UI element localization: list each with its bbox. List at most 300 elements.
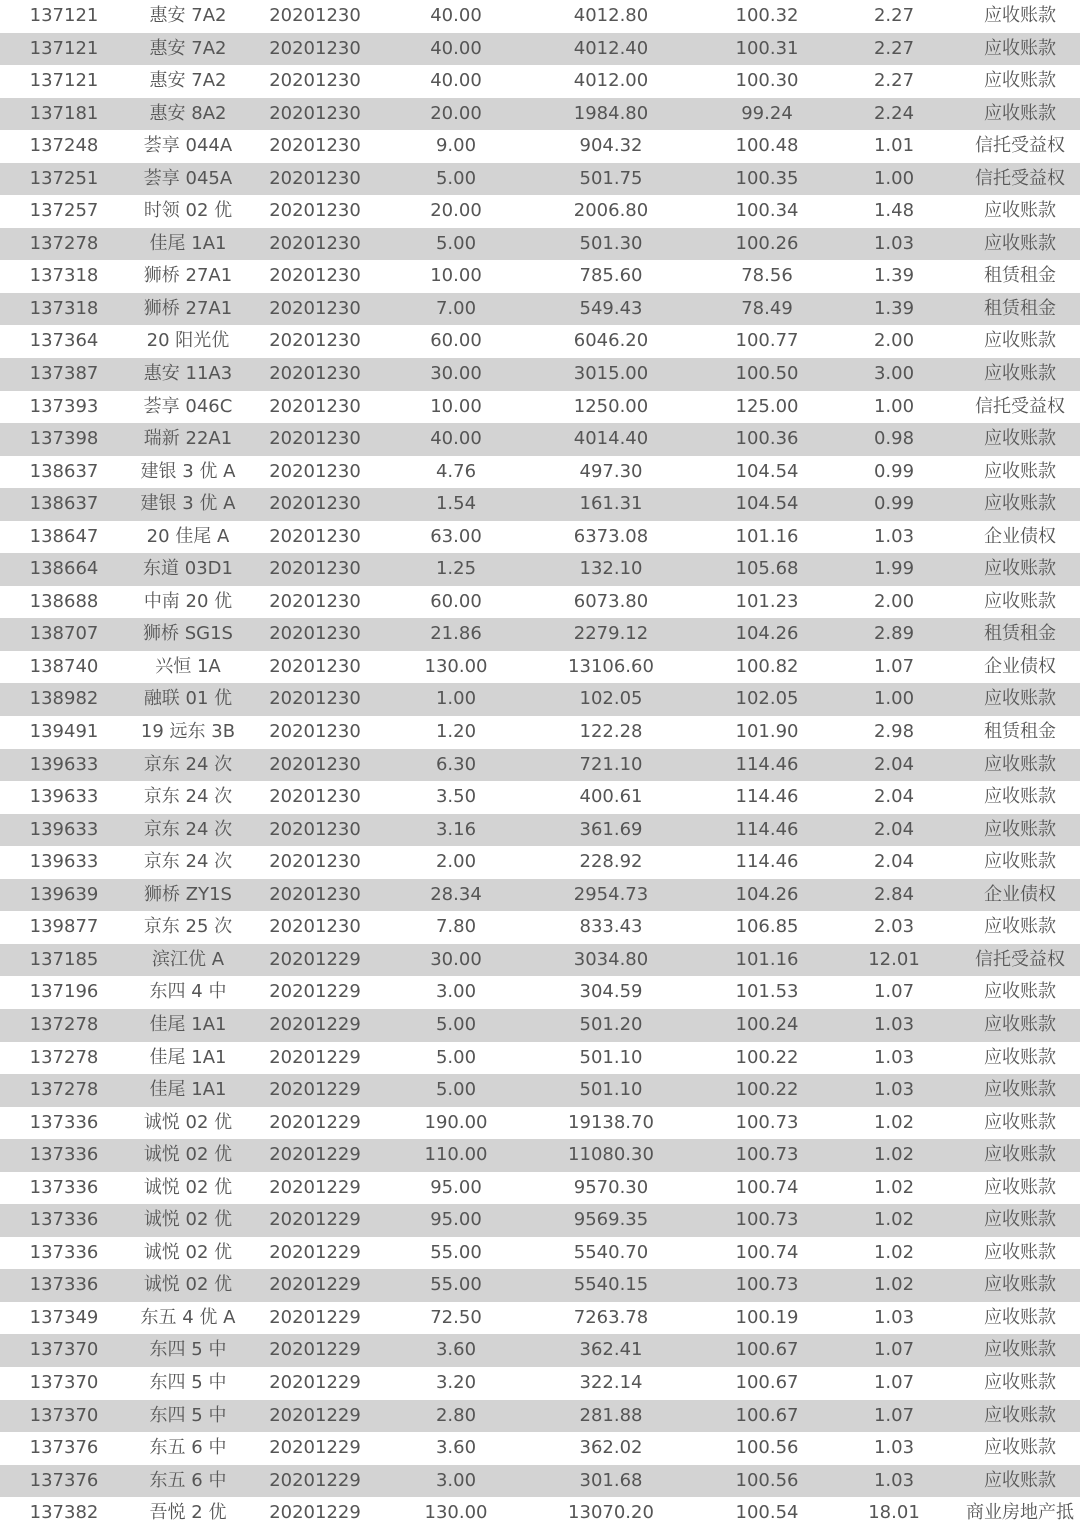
table-row: [0, 358, 1080, 391]
cell-date: 20201229: [269, 1371, 361, 1393]
cell-asset-type: 应收账款: [984, 1437, 1056, 1459]
cell-amount: 13070.20: [568, 1502, 654, 1524]
cell-asset-type: 应收账款: [984, 590, 1056, 612]
cell-price: 100.19: [735, 1306, 799, 1328]
cell-volume: 30.00: [430, 363, 482, 385]
cell-asset-type: 企业债权: [984, 655, 1056, 677]
table-row: [0, 1237, 1080, 1270]
cell-name: 东四 4 中: [149, 981, 227, 1003]
cell-amount: 102.05: [579, 688, 643, 710]
cell-amount: 11080.30: [568, 1144, 654, 1166]
cell-code: 137376: [29, 1437, 99, 1459]
cell-asset-type: 应收账款: [984, 493, 1056, 515]
cell-asset-type: 信托受益权: [975, 395, 1065, 417]
cell-amount: 4014.40: [573, 428, 649, 450]
cell-volume: 9.00: [435, 135, 477, 157]
cell-volume: 40.00: [430, 37, 482, 59]
cell-date: 20201230: [269, 851, 361, 873]
cell-date: 20201229: [269, 1437, 361, 1459]
cell-date: 20201230: [269, 428, 361, 450]
cell-date: 20201230: [269, 460, 361, 482]
cell-code: 137251: [29, 167, 99, 189]
cell-asset-type: 企业债权: [984, 883, 1056, 905]
cell-name: 诚悦 02 优: [143, 1144, 233, 1166]
cell-amount: 2279.12: [573, 623, 649, 645]
cell-price: 102.05: [735, 688, 799, 710]
cell-price: 100.73: [735, 1274, 799, 1296]
cell-amount: 4012.00: [573, 70, 649, 92]
cell-term: 1.00: [873, 688, 915, 710]
cell-asset-type: 租赁租金: [984, 721, 1056, 743]
cell-price: 100.50: [735, 363, 799, 385]
cell-name: 东道 03D1: [143, 558, 233, 580]
cell-volume: 7.80: [435, 916, 477, 938]
cell-asset-type: 应收账款: [984, 1469, 1056, 1491]
cell-date: 20201229: [269, 1111, 361, 1133]
cell-volume: 6.30: [435, 753, 477, 775]
cell-term: 1.03: [873, 1013, 915, 1035]
cell-asset-type: 应收账款: [984, 558, 1056, 580]
cell-price: 100.77: [735, 330, 799, 352]
cell-code: 137382: [29, 1502, 99, 1524]
cell-price: 100.26: [735, 232, 799, 254]
cell-amount: 281.88: [579, 1404, 643, 1426]
cell-term: 18.01: [868, 1502, 920, 1524]
table-row: [0, 944, 1080, 977]
cell-asset-type: 应收账款: [984, 688, 1056, 710]
cell-amount: 5540.70: [573, 1241, 649, 1263]
cell-asset-type: 应收账款: [984, 102, 1056, 124]
cell-term: 1.02: [873, 1176, 915, 1198]
cell-term: 1.39: [873, 265, 915, 287]
cell-price: 114.46: [735, 818, 799, 840]
cell-code: 137278: [29, 1013, 99, 1035]
cell-date: 20201230: [269, 5, 361, 26]
cell-date: 20201230: [269, 102, 361, 124]
cell-asset-type: 商业房地产抵: [966, 1502, 1074, 1524]
cell-name: 东五 6 中: [149, 1469, 227, 1491]
cell-name: 诚悦 02 优: [143, 1241, 233, 1263]
cell-price: 104.54: [735, 493, 799, 515]
cell-code: 138707: [29, 623, 99, 645]
cell-price: 100.48: [735, 135, 799, 157]
cell-code: 137248: [29, 135, 99, 157]
cell-amount: 497.30: [579, 460, 643, 482]
cell-price: 100.31: [735, 37, 799, 59]
cell-code: 138647: [29, 525, 99, 547]
cell-volume: 130.00: [424, 655, 488, 677]
cell-term: 1.03: [873, 232, 915, 254]
cell-name: 兴恒 1A: [155, 655, 221, 677]
cell-asset-type: 应收账款: [984, 786, 1056, 808]
cell-term: 1.07: [873, 1371, 915, 1393]
cell-asset-type: 应收账款: [984, 1209, 1056, 1231]
cell-term: 2.04: [873, 818, 915, 840]
table-row: [0, 586, 1080, 619]
cell-term: 1.99: [873, 558, 915, 580]
table-row: [0, 781, 1080, 814]
cell-volume: 10.00: [430, 265, 482, 287]
table-row: [0, 553, 1080, 586]
cell-term: 1.02: [873, 1111, 915, 1133]
cell-date: 20201230: [269, 558, 361, 580]
cell-volume: 5.00: [435, 1079, 477, 1101]
table-row: [0, 195, 1080, 228]
cell-amount: 228.92: [579, 851, 643, 873]
cell-price: 101.53: [735, 981, 799, 1003]
cell-date: 20201229: [269, 948, 361, 970]
cell-price: 100.67: [735, 1371, 799, 1393]
cell-asset-type: 应收账款: [984, 1241, 1056, 1263]
cell-asset-type: 企业债权: [984, 525, 1056, 547]
cell-date: 20201229: [269, 1176, 361, 1198]
cell-name: 狮桥 27A1: [143, 297, 233, 319]
cell-name: 荟享 045A: [143, 167, 233, 189]
cell-code: 137181: [29, 102, 99, 124]
table-row: [0, 683, 1080, 716]
cell-term: 2.27: [873, 70, 915, 92]
cell-date: 20201230: [269, 525, 361, 547]
cell-amount: 833.43: [579, 916, 643, 938]
cell-code: 137121: [29, 70, 99, 92]
cell-date: 20201230: [269, 493, 361, 515]
cell-volume: 3.00: [435, 1469, 477, 1491]
table-row: [0, 163, 1080, 196]
table-row: [0, 1139, 1080, 1172]
cell-amount: 19138.70: [568, 1111, 654, 1133]
table-row: [0, 98, 1080, 131]
cell-code: 137336: [29, 1241, 99, 1263]
cell-amount: 361.69: [579, 818, 643, 840]
cell-amount: 6373.08: [573, 525, 649, 547]
cell-date: 20201230: [269, 330, 361, 352]
cell-term: 1.02: [873, 1274, 915, 1296]
cell-code: 137121: [29, 37, 99, 59]
cell-term: 1.02: [873, 1144, 915, 1166]
cell-asset-type: 应收账款: [984, 1306, 1056, 1328]
cell-amount: 322.14: [579, 1371, 643, 1393]
cell-term: 1.07: [873, 655, 915, 677]
cell-price: 100.32: [735, 5, 799, 26]
cell-price: 100.74: [735, 1176, 799, 1198]
cell-code: 137387: [29, 363, 99, 385]
cell-volume: 72.50: [430, 1306, 482, 1328]
cell-date: 20201230: [269, 721, 361, 743]
table-row: [0, 846, 1080, 879]
cell-volume: 1.00: [435, 688, 477, 710]
cell-volume: 20.00: [430, 102, 482, 124]
cell-name: 东五 4 优 A: [140, 1306, 236, 1328]
table-row: [0, 1074, 1080, 1107]
cell-volume: 7.00: [435, 297, 477, 319]
cell-code: 137257: [29, 200, 99, 222]
cell-code: 137370: [29, 1371, 99, 1393]
cell-term: 1.02: [873, 1209, 915, 1231]
cell-date: 20201230: [269, 623, 361, 645]
cell-asset-type: 应收账款: [984, 753, 1056, 775]
cell-name: 诚悦 02 优: [143, 1209, 233, 1231]
cell-amount: 721.10: [579, 753, 643, 775]
table-row: [0, 228, 1080, 261]
cell-date: 20201230: [269, 363, 361, 385]
cell-price: 78.56: [741, 265, 793, 287]
cell-asset-type: 应收账款: [984, 330, 1056, 352]
cell-price: 104.26: [735, 623, 799, 645]
cell-date: 20201230: [269, 818, 361, 840]
cell-term: 2.04: [873, 851, 915, 873]
cell-date: 20201230: [269, 167, 361, 189]
cell-name: 融联 01 优: [143, 688, 233, 710]
cell-asset-type: 租赁租金: [984, 623, 1056, 645]
cell-code: 137278: [29, 1079, 99, 1101]
cell-price: 100.35: [735, 167, 799, 189]
table-row: [0, 456, 1080, 489]
cell-code: 137349: [29, 1306, 99, 1328]
cell-name: 惠安 7A2: [149, 70, 227, 92]
cell-volume: 3.60: [435, 1437, 477, 1459]
cell-price: 100.73: [735, 1111, 799, 1133]
cell-amount: 132.10: [579, 558, 643, 580]
cell-asset-type: 应收账款: [984, 232, 1056, 254]
cell-term: 1.07: [873, 981, 915, 1003]
cell-amount: 3015.00: [573, 363, 649, 385]
cell-code: 139633: [29, 818, 99, 840]
cell-name: 诚悦 02 优: [143, 1111, 233, 1133]
cell-amount: 6046.20: [573, 330, 649, 352]
cell-asset-type: 租赁租金: [984, 265, 1056, 287]
cell-code: 137278: [29, 1046, 99, 1068]
cell-asset-type: 应收账款: [984, 1176, 1056, 1198]
table-row: [0, 0, 1080, 33]
cell-volume: 55.00: [430, 1274, 482, 1296]
cell-date: 20201230: [269, 883, 361, 905]
cell-code: 139633: [29, 753, 99, 775]
table-row: [0, 1400, 1080, 1433]
table-row: [0, 1172, 1080, 1205]
cell-volume: 4.76: [435, 460, 477, 482]
cell-name: 中南 20 优: [143, 590, 233, 612]
cell-asset-type: 应收账款: [984, 981, 1056, 1003]
cell-price: 104.26: [735, 883, 799, 905]
cell-volume: 5.00: [435, 232, 477, 254]
cell-asset-type: 信托受益权: [975, 167, 1065, 189]
cell-price: 105.68: [735, 558, 799, 580]
cell-name: 东五 6 中: [149, 1437, 227, 1459]
cell-price: 100.56: [735, 1437, 799, 1459]
cell-asset-type: 信托受益权: [975, 135, 1065, 157]
cell-name: 东四 5 中: [149, 1371, 227, 1393]
cell-date: 20201230: [269, 753, 361, 775]
cell-asset-type: 应收账款: [984, 363, 1056, 385]
cell-date: 20201229: [269, 1339, 361, 1361]
cell-price: 114.46: [735, 786, 799, 808]
cell-amount: 9569.35: [573, 1209, 649, 1231]
table-row: [0, 1367, 1080, 1400]
cell-name: 瑞新 22A1: [143, 428, 233, 450]
cell-price: 99.24: [741, 102, 793, 124]
cell-name: 狮桥 SG1S: [143, 623, 233, 645]
cell-asset-type: 应收账款: [984, 37, 1056, 59]
cell-asset-type: 应收账款: [984, 1144, 1056, 1166]
table-row: [0, 391, 1080, 424]
cell-amount: 304.59: [579, 981, 643, 1003]
cell-volume: 30.00: [430, 948, 482, 970]
cell-asset-type: 租赁租金: [984, 297, 1056, 319]
cell-amount: 7263.78: [573, 1306, 649, 1328]
cell-code: 137376: [29, 1469, 99, 1491]
table-row: [0, 651, 1080, 684]
cell-date: 20201230: [269, 265, 361, 287]
cell-amount: 161.31: [579, 493, 643, 515]
cell-amount: 1984.80: [573, 102, 649, 124]
cell-amount: 2006.80: [573, 200, 649, 222]
cell-term: 2.00: [873, 330, 915, 352]
cell-term: 2.27: [873, 5, 915, 26]
cell-name: 建银 3 优 A: [140, 460, 236, 482]
cell-volume: 3.16: [435, 818, 477, 840]
cell-price: 114.46: [735, 851, 799, 873]
cell-code: 137196: [29, 981, 99, 1003]
cell-name: 狮桥 27A1: [143, 265, 233, 287]
table-row: [0, 1497, 1080, 1530]
cell-price: 100.73: [735, 1144, 799, 1166]
cell-code: 139639: [29, 883, 99, 905]
cell-volume: 1.54: [435, 493, 477, 515]
cell-amount: 501.10: [579, 1079, 643, 1101]
table-row: [0, 976, 1080, 1009]
cell-code: 139491: [29, 721, 99, 743]
cell-name: 吾悦 2 优: [149, 1502, 227, 1524]
cell-volume: 5.00: [435, 1013, 477, 1035]
cell-amount: 501.75: [579, 167, 643, 189]
cell-amount: 501.30: [579, 232, 643, 254]
cell-volume: 3.00: [435, 981, 477, 1003]
table-row: [0, 879, 1080, 912]
cell-amount: 1250.00: [573, 395, 649, 417]
cell-name: 佳尾 1A1: [149, 232, 227, 254]
table-row: [0, 260, 1080, 293]
cell-code: 139633: [29, 786, 99, 808]
cell-price: 100.67: [735, 1404, 799, 1426]
cell-volume: 60.00: [430, 330, 482, 352]
cell-date: 20201230: [269, 688, 361, 710]
cell-price: 125.00: [735, 395, 799, 417]
cell-name: 惠安 11A3: [143, 363, 233, 385]
cell-volume: 40.00: [430, 428, 482, 450]
cell-date: 20201229: [269, 1046, 361, 1068]
cell-volume: 95.00: [430, 1209, 482, 1231]
cell-asset-type: 应收账款: [984, 1274, 1056, 1296]
cell-volume: 3.50: [435, 786, 477, 808]
cell-term: 2.98: [873, 721, 915, 743]
cell-price: 101.16: [735, 948, 799, 970]
cell-volume: 63.00: [430, 525, 482, 547]
table-row: [0, 130, 1080, 163]
cell-date: 20201229: [269, 1404, 361, 1426]
cell-volume: 40.00: [430, 5, 482, 26]
cell-date: 20201230: [269, 200, 361, 222]
table-row: [0, 1107, 1080, 1140]
cell-price: 100.82: [735, 655, 799, 677]
cell-name: 东四 5 中: [149, 1339, 227, 1361]
cell-code: 137318: [29, 265, 99, 287]
cell-price: 104.54: [735, 460, 799, 482]
cell-code: 138637: [29, 460, 99, 482]
cell-term: 1.39: [873, 297, 915, 319]
cell-term: 0.99: [873, 493, 915, 515]
cell-date: 20201229: [269, 1306, 361, 1328]
table-row: [0, 1302, 1080, 1335]
table-row: [0, 618, 1080, 651]
cell-price: 100.24: [735, 1013, 799, 1035]
cell-volume: 55.00: [430, 1241, 482, 1263]
cell-price: 100.56: [735, 1469, 799, 1491]
cell-name: 东四 5 中: [149, 1404, 227, 1426]
cell-code: 138664: [29, 558, 99, 580]
cell-asset-type: 应收账款: [984, 428, 1056, 450]
cell-code: 137336: [29, 1176, 99, 1198]
cell-date: 20201230: [269, 297, 361, 319]
cell-term: 2.24: [873, 102, 915, 124]
cell-date: 20201230: [269, 37, 361, 59]
cell-name: 京东 24 次: [143, 818, 233, 840]
cell-volume: 20.00: [430, 200, 482, 222]
cell-date: 20201229: [269, 1209, 361, 1231]
table-row: [0, 911, 1080, 944]
cell-name: 20 佳尾 A: [146, 525, 230, 547]
cell-volume: 190.00: [424, 1111, 488, 1133]
cell-term: 1.03: [873, 1469, 915, 1491]
cell-code: 137336: [29, 1144, 99, 1166]
table-row: [0, 716, 1080, 749]
cell-date: 20201230: [269, 655, 361, 677]
cell-name: 19 远东 3B: [140, 721, 236, 743]
cell-amount: 501.10: [579, 1046, 643, 1068]
cell-price: 100.34: [735, 200, 799, 222]
cell-code: 137318: [29, 297, 99, 319]
cell-amount: 785.60: [579, 265, 643, 287]
cell-asset-type: 应收账款: [984, 1404, 1056, 1426]
cell-code: 138688: [29, 590, 99, 612]
cell-price: 100.30: [735, 70, 799, 92]
cell-name: 佳尾 1A1: [149, 1013, 227, 1035]
cell-date: 20201229: [269, 1013, 361, 1035]
cell-asset-type: 应收账款: [984, 1371, 1056, 1393]
cell-price: 100.22: [735, 1046, 799, 1068]
cell-code: 137336: [29, 1274, 99, 1296]
cell-date: 20201229: [269, 981, 361, 1003]
cell-volume: 28.34: [430, 883, 482, 905]
table-row: [0, 1204, 1080, 1237]
cell-volume: 3.20: [435, 1371, 477, 1393]
cell-amount: 2954.73: [573, 883, 649, 905]
table-row: [0, 521, 1080, 554]
cell-price: 100.54: [735, 1502, 799, 1524]
table-row: [0, 749, 1080, 782]
cell-asset-type: 应收账款: [984, 1111, 1056, 1133]
cell-code: 137336: [29, 1209, 99, 1231]
cell-date: 20201229: [269, 1502, 361, 1524]
cell-amount: 9570.30: [573, 1176, 649, 1198]
cell-date: 20201229: [269, 1469, 361, 1491]
cell-name: 建银 3 优 A: [140, 493, 236, 515]
cell-date: 20201230: [269, 786, 361, 808]
cell-name: 佳尾 1A1: [149, 1079, 227, 1101]
table-row: [0, 488, 1080, 521]
cell-price: 100.73: [735, 1209, 799, 1231]
table-row: [0, 33, 1080, 66]
cell-amount: 362.02: [579, 1437, 643, 1459]
